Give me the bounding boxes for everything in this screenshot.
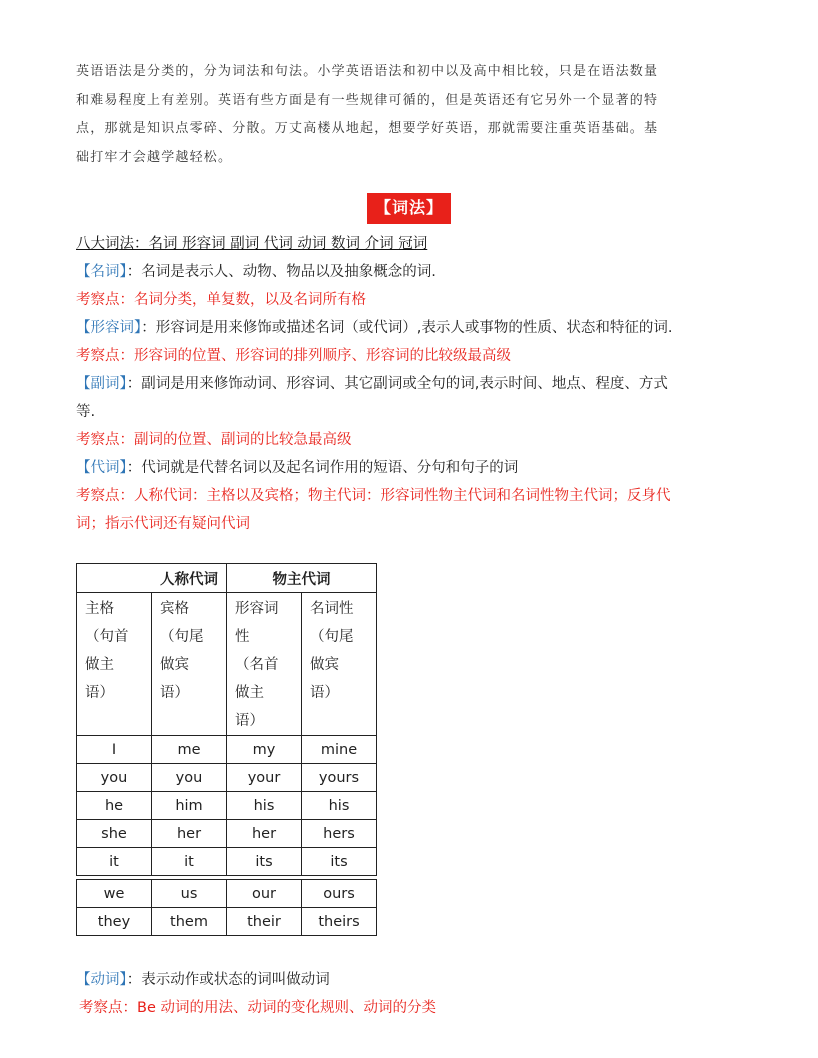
verb-label: 【动词】 xyxy=(76,972,127,988)
eight-word-classes-headline: 八大词法：名词 形容词 副词 代词 动词 数词 介词 冠词 xyxy=(76,236,428,252)
table-cell: their xyxy=(227,908,302,936)
section-banner-wrap xyxy=(0,193,818,224)
table-cell: me xyxy=(152,736,227,764)
table-cell: him xyxy=(152,792,227,820)
personal-pronoun-header: 人称代词 xyxy=(77,564,227,593)
verb-definition-text: ：表示动作或状态的词叫做动词 xyxy=(126,972,330,988)
adjective-definition-text: ：形容词是用来修饰或描述名词（或代词）,表示人或事物的性质、状态和特征的词. xyxy=(141,320,673,336)
header-line: 名词性 xyxy=(310,601,354,617)
header-line: 做宾 xyxy=(310,657,339,673)
table-cell: our xyxy=(227,880,302,908)
table-cell: he xyxy=(77,792,152,820)
header-line: （名首 xyxy=(235,657,279,673)
header-line: 主格 xyxy=(85,601,114,617)
intro-line: 点，那就是知识点零碎、分散。万丈高楼从地起，想要学好英语，那就需要注重英语基础。基 xyxy=(76,121,659,136)
header-line: 语） xyxy=(235,713,264,729)
header-line: 语） xyxy=(85,685,114,701)
table-sub-header-row xyxy=(77,593,377,736)
table-cell: your xyxy=(227,764,302,792)
table-cell: I xyxy=(77,736,152,764)
table-row xyxy=(77,764,377,792)
pronoun-key-points: 考察点：人称代词：主格以及宾格；物主代词：形容词性物主代词和名词性物主代词；反身代 xyxy=(76,488,671,504)
table-cell: them xyxy=(152,908,227,936)
noun-definition xyxy=(76,258,742,286)
adverb-definition-continued: 等. xyxy=(76,404,96,420)
table-cell: it xyxy=(77,848,152,876)
table-row xyxy=(77,820,377,848)
adjectival-possessive-header xyxy=(227,593,302,736)
adverb-definition xyxy=(76,370,742,398)
header-line: 语） xyxy=(310,685,339,701)
intro-paragraph xyxy=(76,58,742,172)
noun-definition-text: ：名词是表示人、动物、物品以及抽象概念的词. xyxy=(126,264,436,280)
header-line: 形容词 xyxy=(235,601,279,617)
adverb-label: 【副词】 xyxy=(76,376,127,392)
table-row xyxy=(77,792,377,820)
table-row xyxy=(77,908,377,936)
header-line: 语） xyxy=(160,685,189,701)
table-cell: its xyxy=(227,848,302,876)
table-cell: ours xyxy=(302,880,377,908)
table-cell: us xyxy=(152,880,227,908)
noun-key-points: 考察点：名词分类，单复数，以及名词所有格 xyxy=(76,292,366,308)
table-cell: his xyxy=(302,792,377,820)
table-group-header-row xyxy=(77,564,377,593)
intro-line: 英语语法是分类的，分为词法和句法。小学英语语法和初中以及高中相比较，只是在语法数量 xyxy=(76,64,659,79)
table-row xyxy=(77,736,377,764)
table-cell: you xyxy=(152,764,227,792)
nominal-possessive-header xyxy=(302,593,377,736)
table-cell: its xyxy=(302,848,377,876)
table-cell: her xyxy=(227,820,302,848)
adjective-label: 【形容词】 xyxy=(76,320,142,336)
table-cell: mine xyxy=(302,736,377,764)
table-cell: my xyxy=(227,736,302,764)
table-cell: her xyxy=(152,820,227,848)
header-line: （句首 xyxy=(85,629,129,645)
header-line: （句尾 xyxy=(160,629,204,645)
adverb-definition-text: ：副词是用来修饰动词、形容词、其它副词或全句的词,表示时间、地点、程度、方式 xyxy=(126,376,668,392)
noun-label: 【名词】 xyxy=(76,264,127,280)
table-cell: theirs xyxy=(302,908,377,936)
adjective-definition xyxy=(76,314,742,342)
header-line: 做主 xyxy=(85,657,114,673)
table-cell: it xyxy=(152,848,227,876)
table-row xyxy=(77,848,377,876)
section-banner: 【词法】 xyxy=(367,193,451,224)
table-row xyxy=(77,880,377,908)
header-line: （句尾 xyxy=(310,629,354,645)
header-line: 做宾 xyxy=(160,657,189,673)
pronoun-definition-text: ：代词就是代替名词以及起名词作用的短语、分句和句子的词 xyxy=(126,460,519,476)
table-cell: hers xyxy=(302,820,377,848)
object-case-header xyxy=(152,593,227,736)
table-cell: we xyxy=(77,880,152,908)
table-cell: she xyxy=(77,820,152,848)
pronoun-table xyxy=(76,563,377,936)
pronoun-label: 【代词】 xyxy=(76,460,127,476)
pronoun-key-points-continued: 词；指示代词还有疑问代词 xyxy=(76,516,250,532)
main-content xyxy=(76,230,742,538)
verb-section xyxy=(76,966,742,1022)
verb-key-points: 考察点：Be 动词的用法、动词的变化规则、动词的分类 xyxy=(79,1000,436,1016)
verb-definition xyxy=(76,966,742,994)
possessive-pronoun-header: 物主代词 xyxy=(227,564,377,593)
header-line: 做主 xyxy=(235,685,264,701)
table-cell: his xyxy=(227,792,302,820)
adverb-key-points: 考察点：副词的位置、副词的比较急最高级 xyxy=(76,432,352,448)
subject-case-header xyxy=(77,593,152,736)
adjective-key-points: 考察点：形容词的位置、形容词的排列顺序、形容词的比较级最高级 xyxy=(76,348,511,364)
header-line: 性 xyxy=(235,629,250,645)
table-cell: you xyxy=(77,764,152,792)
intro-line: 础打牢才会越学越轻松。 xyxy=(76,149,233,165)
pronoun-definition xyxy=(76,454,742,482)
intro-line: 和难易程度上有差别。英语有些方面是有一些规律可循的，但是英语还有它另外一个显著的特 xyxy=(76,92,659,108)
header-line: 宾格 xyxy=(160,601,189,617)
table-cell: they xyxy=(77,908,152,936)
table-cell: yours xyxy=(302,764,377,792)
